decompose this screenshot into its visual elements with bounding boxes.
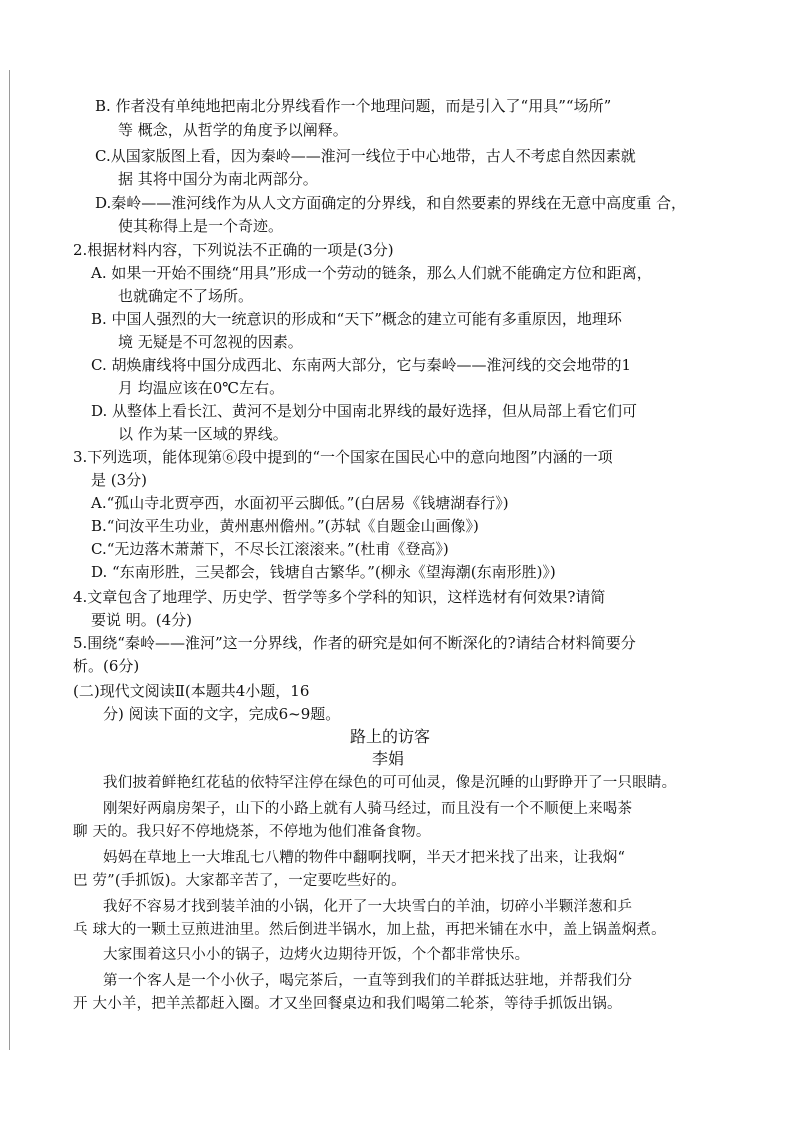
q2-option-c-line2: 月 均温应该在0℃左右。 [118,379,285,397]
q2-stem: 2.根据材料内容，下列说法不正确的一项是(3分) [73,241,394,259]
q4-line1: 4.文章包含了地理学、历史学、哲学等多个学科的知识，这样选材有何效果?请简 [73,588,606,606]
story-line: 大家围着这只小小的锅子，边烤火边期待开饭，个个都非常快乐。 [103,947,530,963]
q2-option-b-line2: 境 无疑是不可忽视的因素。 [118,333,303,351]
story-line: 我们披着鲜艳红花毡的依特罕注停在绿色的可可仙灵，像是沉睡的山野睁开了一只眼睛。 [103,775,677,791]
q4-line2: 要说 明。(4分) [91,611,193,629]
q1-option-d-line2: 使其称得上是一个奇迹。 [118,217,284,235]
q3-option-a: A.“孤山寺北贾亭西，水面初平云脚低。”(白居易《钱塘湖春行》) [91,494,509,512]
story-line: 刚架好两扇房架子，山下的小路上就有人骑马经过，而且没有一个不顺便上来喝茶 [103,801,633,817]
q1-option-b-line2: 等 概念，从哲学的角度予以阐释。 [118,121,348,139]
q3-option-b: B.“问汝平生功业，黄州惠州儋州。”(苏轼《自题金山画像》) [91,517,479,535]
story-line: 巴 劳”(手抓饭)。大家都辛苦了，一定要吃些好的。 [73,873,406,889]
q1-option-d-line1: D.秦岭——淮河线作为从人文方面确定的分界线，和自然要素的界线在无意中高度重 合， [95,194,687,212]
section2-header-line2: 分) 阅读下面的文字，完成6~9题。 [103,705,341,723]
q3-stem-line1: 3.下列选项，能体现第⑥段中提到的“一个国家在国民心中的意向地图”内涵的一项 [73,448,613,466]
q2-option-a-line2: 也就确定不了场所。 [118,287,254,305]
q2-option-d-line2: 以 作为某一区域的界线。 [118,425,288,443]
story-title: 路上的访客 [350,727,431,746]
q2-option-a-line1: A. 如果一开始不围绕“用具”形成一个劳动的链条，那么人们就不能确定方位和距离， [91,264,652,282]
q3-option-c: C.“无边落木萧萧下，不尽长江滚滚来。”(杜甫《登高》) [91,540,449,558]
story-line: 乓 球大的一颗土豆煎进油里。然后倒进半锅水，加上盐，再把米铺在水中，盖上锅盖焖煮。 [73,922,666,938]
q1-option-c-line1: C.从国家版图上看，因为秦岭——淮河一线位于中心地带，古人不考虑自然因素就 [95,147,636,165]
story-author: 李娟 [372,749,405,768]
story-line: 我好不容易才找到装羊油的小锅，化开了一大块雪白的羊油，切碎小半颗洋葱和乒 [103,899,633,915]
section2-header-line1: (二)现代文阅读Ⅱ(本题共4小题，16 [73,682,310,700]
story-line: 开 大小羊，把羊羔都赶入圈。才又坐回餐桌边和我们喝第二轮茶，等待手抓饭出锅。 [73,996,622,1012]
q5-line2: 析。(6分) [73,657,140,675]
q3-option-d: D. “东南形胜，三吴都会，钱塘自古繁华。”(柳永《望海潮(东南形胜)》) [91,563,556,581]
q2-option-d-line1: D. 从整体上看长江、黄河不是划分中国南北界线的最好选择，但从局部上看它们可 [91,402,638,420]
story-line: 第一个客人是一个小伙子，喝完茶后，一直等到我们的羊群抵达驻地，并帮我们分 [103,973,633,989]
q2-option-c-line1: C. 胡焕庸线将中国分成西北、东南两大部分，它与秦岭——淮河线的交会地带的1 [91,356,632,374]
q5-line1: 5.围绕“秦岭——淮河”这一分界线，作者的研究是如何不断深化的?请结合材料简要分 [73,634,636,652]
story-line: 妈妈在草地上一大堆乱七八糟的物件中翻啊找啊，半天才把米找了出来，让我焖“ [103,850,626,866]
q1-option-c-line2: 据 其将中国分为南北两部分。 [118,170,318,188]
story-line: 聊 天的。我只好不停地烧茶，不停地为他们准备食物。 [73,824,431,840]
q2-option-b-line1: B. 中国人强烈的大一统意识的形成和“天下”概念的建立可能有多重原因，地理环 [91,310,622,328]
q3-stem-line2: 是 (3分) [91,471,148,489]
q1-option-b-line1: B. 作者没有单纯地把南北分界线看作一个地理问题，而是引入了“用具”“场所” [95,97,612,115]
